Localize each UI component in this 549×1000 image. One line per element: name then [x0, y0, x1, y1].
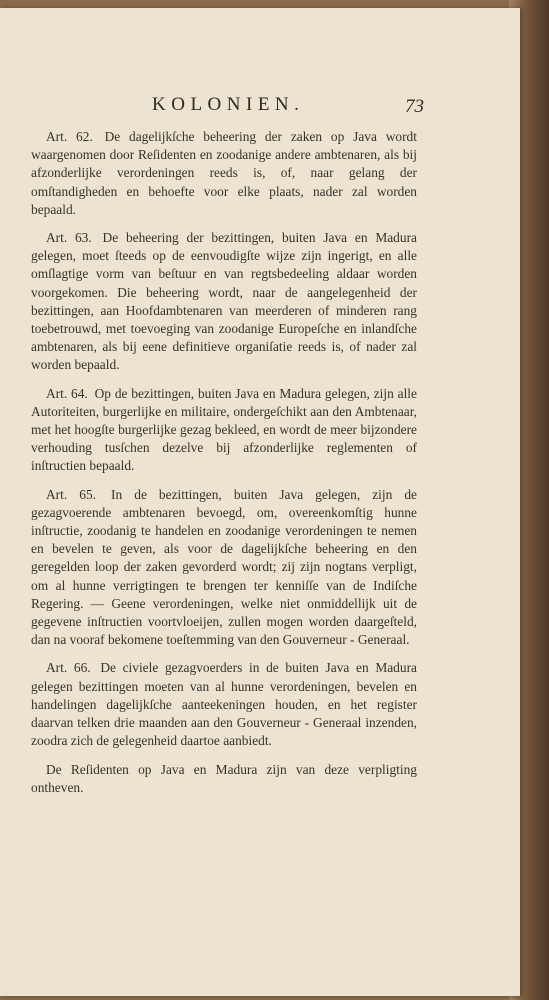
- closing-paragraph: [31, 761, 417, 797]
- paragraph-text: De Reſidenten op Java en Madura zijn van deze verpligting ontheven.: [31, 761, 417, 795]
- book-page: [0, 8, 520, 996]
- article-62: [31, 128, 417, 219]
- article-label: Art. 66.: [46, 660, 91, 676]
- article-66: [31, 659, 417, 750]
- article-text: De civiele gezagvoerders in de buiten Java en Madura gelegen bezittingen moeten van al hunne verordeningen, bevelen en handelingen dagelijkſche aanteekeningen houden, en het register daarvan telken drie maanden aan den Gouverneur - Generaal inzenden, zoodra zich de gelegenheid daartoe aanbiedt.: [31, 660, 417, 749]
- article-label: Art. 64.: [46, 385, 88, 401]
- body-text: [31, 128, 417, 807]
- article-64: [31, 385, 417, 476]
- article-63: [31, 229, 417, 375]
- article-label: Art. 65.: [46, 486, 96, 502]
- article-text: De dagelijkſche beheering der zaken op Java wordt waargenomen door Reſidenten en zoodanige andere ambtenaren, als bij afzonderlijke verordeningen reeds is, of, naar gelang der omſtandigheden en behoefte voor elke plaats, nader zal worden bepaald.: [31, 129, 417, 217]
- article-65: [31, 486, 417, 650]
- article-text: De beheering der bezittingen, buiten Java en Madura gelegen, moet ſteeds op de eenvoudigſte wijze zijn ingerigt, en alle omſlagtige vorm van beſtuur en van regtsbedeeling aldaar worden voorgekomen. Die beheering wordt, naar de aangelegenheid der bezittingen, aan Hoofdambtenaren van meerderen of minderen rang toebetrouwd, met toevoeging van zoodanige Europeſche en inlandſche ambtenaren, als bij eene definitieve organiſatie reeds is, of nader zal worden bepaald.: [31, 230, 417, 373]
- article-label: Art. 63.: [46, 230, 92, 246]
- article-text: In de bezittingen, buiten Java gelegen, zijn de gezagvoerende ambtenaren bevoegd, om, overeenkomſtig hunne inſtructie, zoodanig te handelen en zoodanige verordeningen te nemen en bevelen te geven, als voor de dagelijkſche beheering en den geregelden loop der zaken gevorderd wordt; zij zijn nogtans verpligt, om al hunne verrigtingen te brengen ter kenniſſe van de Indiſche Regering. — Geene verordeningen, welke niet onmiddellijk uit de gegevene inſtructien voortvloeijen, zullen mogen worden daargeſteld, dan na vooraf bekomene toeſtemming van den Gouverneur - Generaal.: [31, 486, 417, 648]
- article-label: Art. 62.: [46, 129, 93, 144]
- running-header: [0, 94, 520, 118]
- page-number: 73: [405, 96, 424, 117]
- running-title: KOLONIEN.: [152, 94, 305, 115]
- article-text: Op de bezittingen, buiten Java en Madura gelegen, zijn alle Autoriteiten, burgerlijke en militaire, ondergeſchikt aan den Ambtenaar, met het hoogſte burgerlijke gezag bekleed, en wordt de meer bijzondere verhouding tusſchen dezelve bij afzonderlijke reglementen of inſtructien bepaald.: [31, 385, 417, 474]
